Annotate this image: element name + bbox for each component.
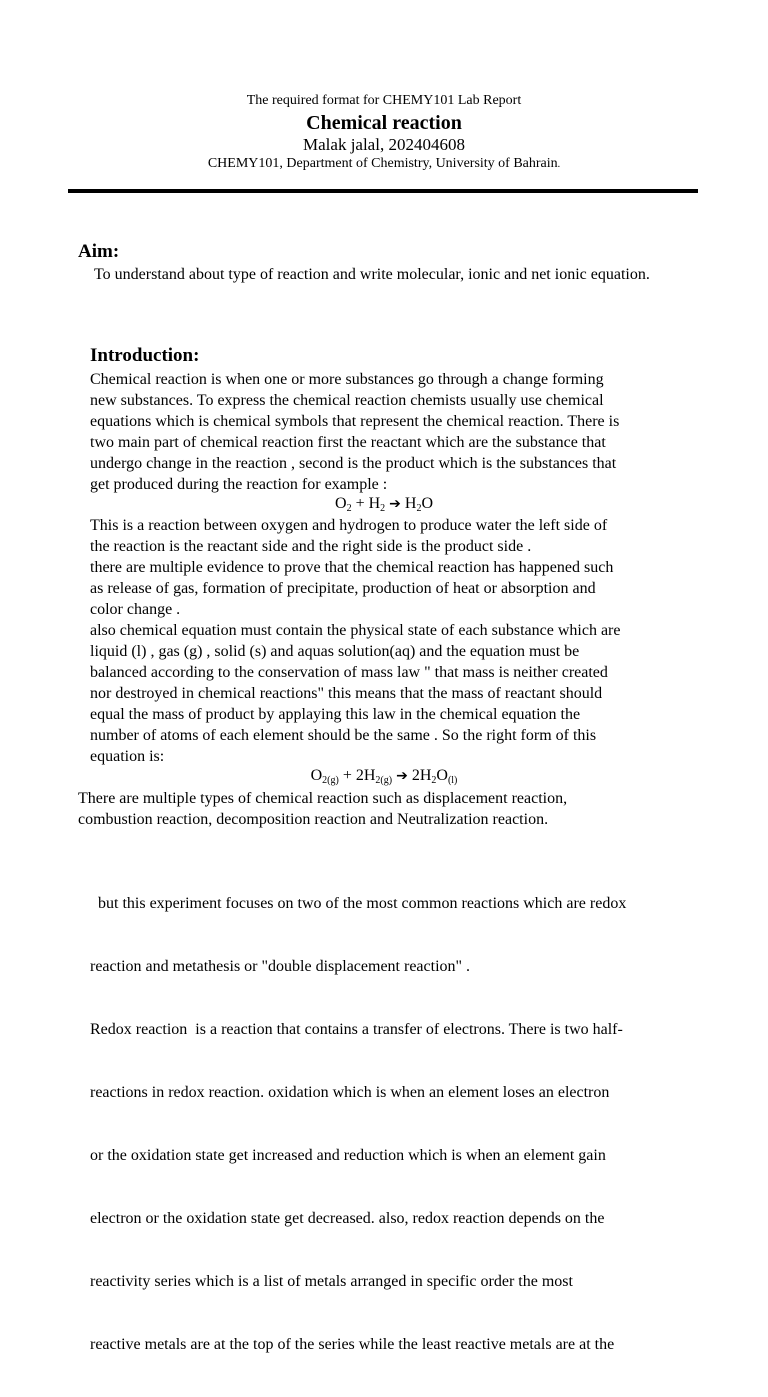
format-line: The required format for CHEMY101 Lab Report: [246, 93, 522, 108]
text-line: reaction and metathesis or "double displacement reaction" .: [90, 958, 471, 975]
text-line: electron or the oxidation state get decreased. also, redox reaction depends on the: [90, 1210, 605, 1227]
text-line: reactions in redox reaction. oxidation which is when an element loses an electron: [90, 1084, 610, 1101]
text-line: the reaction is the reactant side and the right side is the product side .: [90, 538, 532, 555]
text-line: reactive metals are at the top of the series while the least reactive metals are at the: [90, 1336, 615, 1353]
eq-subscript: 2: [346, 503, 352, 514]
affiliation-text: CHEMY101, Department of Chemistry, University of Bahrain: [207, 156, 558, 171]
text-line: reactivity series which is a list of metals arranged in specific order the most: [90, 1273, 573, 1290]
reaction-arrow-icon: ➔: [389, 496, 401, 512]
eq-product: 2H: [407, 767, 432, 784]
eq-subscript: 2: [416, 503, 422, 514]
text-line: combustion reaction, decomposition reaction and Neutralization reaction.: [78, 811, 549, 828]
report-header: [0, 92, 768, 174]
introduction-heading: Introduction:: [90, 345, 200, 366]
text-line: equal the mass of product by applaying this law in the chemical equation the: [90, 706, 581, 723]
eq-oxygen: O: [335, 495, 347, 512]
intro-paragraph-4: [90, 851, 626, 1397]
eq-hydrogen: + 2H: [338, 767, 376, 784]
eq-product: H: [400, 495, 417, 512]
text-line: two main part of chemical reaction first the reactant which are the substance that: [90, 434, 606, 451]
equation-unbalanced: [0, 495, 768, 513]
author-line: Malak jalal, 202404608: [303, 135, 465, 154]
eq-subscript: 2: [431, 775, 437, 786]
text-line: new substances. To express the chemical reaction chemists usually use chemical: [90, 392, 604, 409]
affiliation-line: [0, 155, 768, 174]
eq-product-end: O: [421, 495, 433, 512]
aim-heading: Aim:: [78, 241, 120, 262]
intro-paragraph-2: [90, 515, 620, 767]
eq-oxygen: O: [310, 767, 323, 784]
eq-state-subscript: (l): [447, 775, 458, 786]
text-line: get produced during the reaction for example :: [90, 476, 388, 493]
aim-body: To understand about type of reaction and write molecular, ionic and net ionic equation.: [94, 266, 650, 283]
text-line: There are multiple types of chemical reaction such as displacement reaction,: [78, 790, 568, 807]
eq-product-end: O: [436, 767, 448, 784]
equation-balanced: [0, 767, 768, 785]
text-line: nor destroyed in chemical reactions" this means that the mass of reactant should: [90, 685, 603, 702]
text-line: balanced according to the conservation of mass law " that mass is neither created: [90, 664, 608, 681]
eq-subscript: 2: [380, 503, 386, 514]
text-line: liquid (l) , gas (g) , solid (s) and aquas solution(aq) and the equation must be: [90, 643, 580, 660]
intro-paragraph-3: [78, 788, 567, 830]
text-line: also chemical equation must contain the physical state of each substance which are: [90, 622, 621, 639]
text-line: Redox reaction is a reaction that contains a transfer of electrons. There is two half-: [90, 1021, 623, 1038]
eq-subscript: 2(g): [375, 775, 393, 786]
eq-subscript: 2(g): [322, 775, 339, 786]
eq-hydrogen: + H: [351, 495, 381, 512]
text-line: number of atoms of each element should be the same . So the right form of this: [90, 727, 597, 744]
text-line: This is a reaction between oxygen and hydrogen to produce water the left side of: [90, 517, 608, 534]
intro-paragraph-1: [90, 369, 619, 495]
text-line: undergo change in the reaction , second is the product which is the substances that: [90, 455, 617, 472]
text-line: or the oxidation state get increased and reduction which is when an element gain: [90, 1147, 606, 1164]
header-divider: [68, 189, 698, 193]
text-line: color change .: [90, 601, 181, 618]
text-line: there are multiple evidence to prove that the chemical reaction has happened such: [90, 559, 614, 576]
affiliation-period: .: [557, 159, 561, 170]
report-title: Chemical reaction: [306, 112, 462, 134]
text-line: equations which is chemical symbols that represent the chemical reaction. There is: [90, 413, 620, 430]
text-line: equation is:: [90, 748, 165, 765]
reaction-arrow-icon: ➔: [396, 768, 408, 784]
text-line: as release of gas, formation of precipitate, production of heat or absorption and: [90, 580, 596, 597]
text-line: Chemical reaction is when one or more substances go through a change forming: [90, 371, 604, 388]
text-line: but this experiment focuses on two of the most common reactions which are redox: [90, 895, 627, 912]
